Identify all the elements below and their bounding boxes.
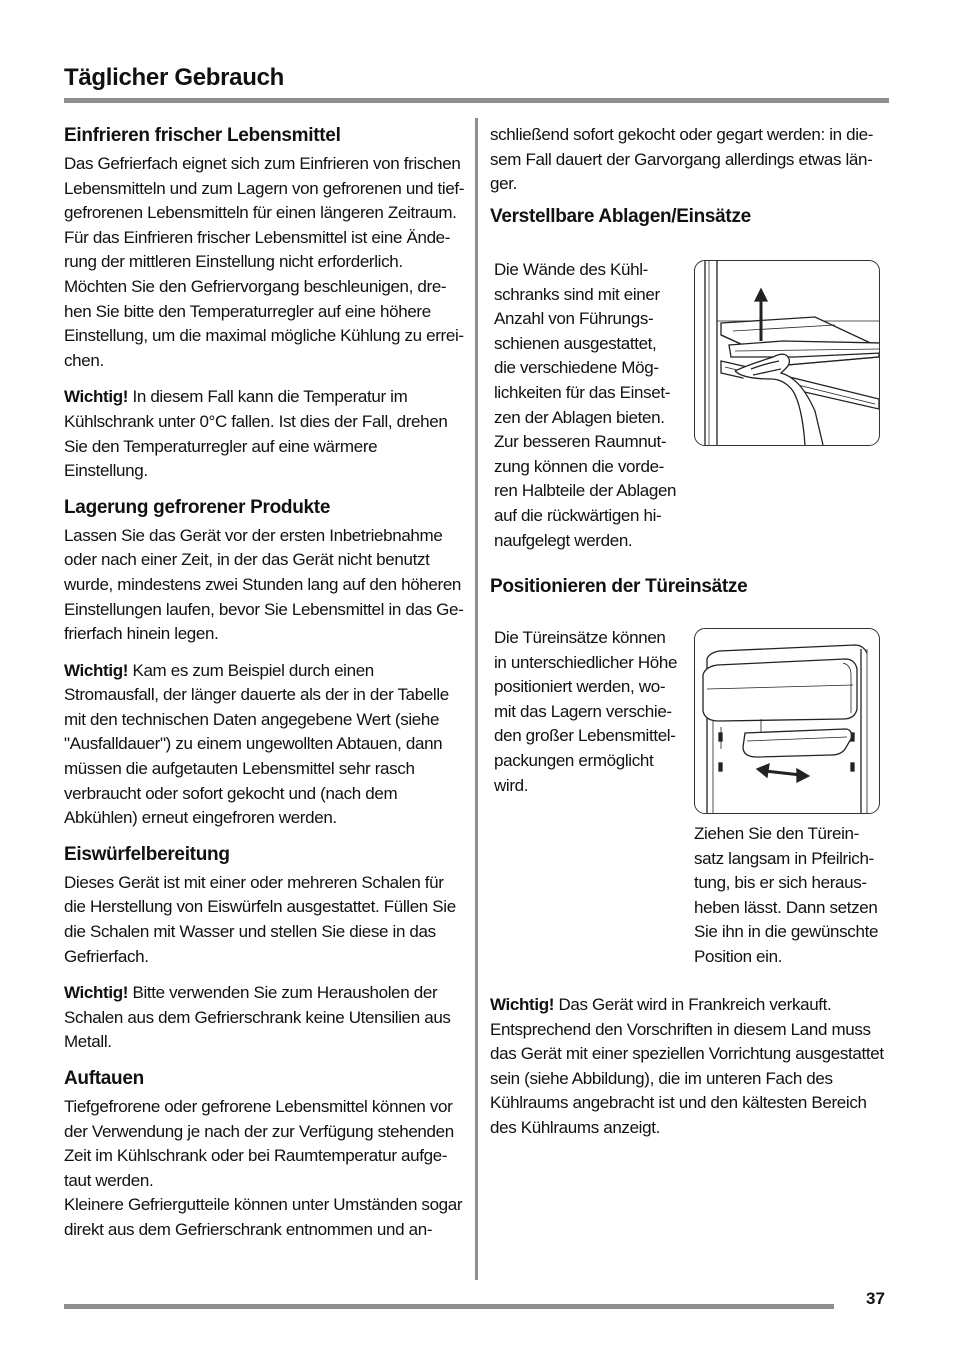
text-line: Die Wände des Kühl- bbox=[494, 260, 648, 279]
door-paragraph bbox=[494, 626, 684, 798]
note-text: Bitte verwenden Sie zum Herausholen der bbox=[128, 983, 438, 1003]
text-line: Tiefgefrorene oder gefrorene Lebensmittel können vor bbox=[64, 1097, 453, 1116]
note-label: Wichtig! bbox=[490, 995, 555, 1014]
text-line: Abkühlen) erneut eingefroren werden. bbox=[64, 808, 337, 828]
text-line: Metall. bbox=[64, 1032, 112, 1052]
text-line: packungen ermöglicht bbox=[494, 750, 654, 770]
column-divider bbox=[475, 118, 478, 1280]
text-line: schienen ausgestattet, bbox=[494, 333, 657, 353]
text-line: des Kühlraums anzeigt. bbox=[490, 1117, 660, 1137]
note-label: Wichtig! bbox=[64, 660, 129, 680]
text-line: positioniert werden, wo- bbox=[494, 677, 666, 697]
text-line: Für das Einfrieren frischer Lebensmittel ist eine Ände- bbox=[64, 227, 451, 247]
heading-shelves: Verstellbare Ablagen/Einsätze bbox=[490, 206, 751, 227]
text-line: Schalen aus dem Gefrierschrank keine Utensilien aus bbox=[64, 1007, 451, 1027]
section-storage bbox=[64, 496, 466, 831]
text-line: heben lässt. Dann setzen bbox=[694, 897, 878, 917]
freezing-paragraph bbox=[64, 152, 466, 373]
text-line: Einstellung. bbox=[64, 461, 148, 481]
text-line: Die Türeinsätze können bbox=[494, 628, 666, 647]
text-line: Kleinere Gefriergutteile können unter Umständen sogar bbox=[64, 1195, 463, 1215]
text-line: lichkeiten für das Einset- bbox=[494, 382, 671, 402]
page-title: Täglicher Gebrauch bbox=[64, 64, 284, 91]
page-number: 37 bbox=[866, 1289, 885, 1308]
text-line: verbraucht oder sofort gekocht und (nach dem bbox=[64, 783, 398, 803]
text-line: rung der mittleren Einstellung nicht erforderlich. bbox=[64, 252, 403, 272]
text-line bbox=[64, 659, 466, 684]
section-freezing bbox=[64, 124, 466, 484]
text-line: taut werden. bbox=[64, 1170, 154, 1190]
storage-paragraph bbox=[64, 524, 466, 647]
text-line bbox=[64, 981, 466, 1006]
text-line bbox=[64, 385, 466, 410]
door-caption bbox=[694, 822, 884, 970]
text-line: Gefrierfach. bbox=[64, 946, 149, 966]
text-line: das Gerät mit einer speziellen Vorrichtung ausgestattet bbox=[490, 1044, 884, 1064]
text-line: Einstellungen laufen, bevor Sie Lebensmittel in das Ge- bbox=[64, 599, 464, 619]
text-line: Lebensmitteln und zum Lagern von gefrorenen und tief- bbox=[64, 178, 465, 198]
text-line: Lassen Sie das Gerät vor der ersten Inbetriebnahme bbox=[64, 525, 443, 545]
text-line: schranks sind mit einer bbox=[494, 284, 660, 304]
text-line: mit das Lagern verschie- bbox=[494, 701, 672, 721]
note-label: Wichtig! bbox=[64, 983, 129, 1003]
freezing-note bbox=[64, 385, 466, 483]
text-line: zen der Ablagen bieten. bbox=[494, 407, 665, 427]
continuation-paragraph bbox=[490, 123, 882, 197]
shelf-drawing bbox=[695, 261, 879, 445]
text-line: der Verwendung je nach der zur Verfügung stehenden bbox=[64, 1121, 454, 1141]
text-line: Entsprechend den Vorschriften in diesem Land muss bbox=[490, 1019, 871, 1039]
important-note-france bbox=[490, 993, 886, 1141]
left-column bbox=[64, 124, 466, 1255]
note-text: Das Gerät wird in Frankreich verkauft. bbox=[554, 995, 832, 1014]
ice-note bbox=[64, 981, 466, 1055]
heading-door-inserts: Positionieren der Türeinsätze bbox=[490, 576, 748, 597]
text-line: naufgelegt werden. bbox=[494, 530, 633, 550]
storage-note bbox=[64, 659, 466, 831]
text-line: "Ausfalldauer") zu einem ungewollten Abtauen, dann bbox=[64, 734, 443, 754]
text-line: gefrorenen Lebensmitteln für einen längeren Zeitraum. bbox=[64, 203, 457, 223]
heading-ice: Eiswürfelbereitung bbox=[64, 843, 230, 865]
text-line: wurde, mindestens zwei Stunden lang auf den höheren bbox=[64, 574, 462, 594]
text-line: Zeit im Kühlschrank oder bei Raumtemperatur aufge- bbox=[64, 1146, 448, 1166]
text-line: Sie ihn in die gewünschte bbox=[694, 922, 879, 942]
text-line: ger. bbox=[490, 174, 517, 194]
text-line: chen. bbox=[64, 350, 104, 370]
section-ice bbox=[64, 843, 466, 1055]
note-label: Wichtig! bbox=[64, 387, 129, 407]
text-line: müssen die aufgetauten Lebensmittel sehr rasch bbox=[64, 759, 415, 779]
text-line: Ziehen Sie den Türein- bbox=[694, 824, 859, 843]
thawing-paragraph bbox=[64, 1095, 466, 1243]
text-line: Anzahl von Führungs- bbox=[494, 309, 654, 329]
text-line: mit den technischen Daten angegebene Wert (siehe bbox=[64, 709, 440, 729]
text-line: Kühlraums angebracht ist und den kältesten Bereich bbox=[490, 1093, 867, 1113]
text-line: frierfach hinein legen. bbox=[64, 624, 219, 644]
text-line: Sie den Temperaturregler auf eine wärmere bbox=[64, 436, 378, 456]
ice-paragraph bbox=[64, 871, 466, 969]
heading-storage: Lagerung gefrorener Produkte bbox=[64, 496, 331, 518]
text-line: Kühlschrank unter 0°C fallen. Ist dies der Fall, drehen bbox=[64, 411, 448, 431]
text-line: sem Fall dauert der Garvorgang allerdings etwas län- bbox=[490, 149, 873, 169]
text-line: Einstellung, um die maximal mögliche Kühlung zu errei- bbox=[64, 326, 464, 346]
text-line: Position ein. bbox=[694, 946, 783, 966]
shelves-paragraph bbox=[494, 258, 684, 553]
text-line: auf die rückwärtigen hi- bbox=[494, 505, 662, 525]
text-line: die Herstellung von Eiswürfeln ausgestattet. Füllen Sie bbox=[64, 897, 456, 917]
text-line: ren Halbteile der Ablagen bbox=[494, 481, 677, 501]
door-insert-drawing bbox=[695, 629, 879, 813]
text-line: in unterschiedlicher Höhe bbox=[494, 652, 678, 672]
text-line: die verschiedene Mög- bbox=[494, 358, 659, 378]
text-line: tung, bis er sich heraus- bbox=[694, 873, 867, 893]
text-line: Das Gefrierfach eignet sich zum Einfrieren von frischen bbox=[64, 154, 461, 173]
text-line: schließend sofort gekocht oder gegart werden: in die- bbox=[490, 125, 874, 144]
text-line: Dieses Gerät ist mit einer oder mehreren Schalen für bbox=[64, 872, 444, 892]
note-text: Kam es zum Beispiel durch einen bbox=[128, 660, 374, 680]
header-rule bbox=[64, 98, 889, 103]
heading-freezing: Einfrieren frischer Lebensmittel bbox=[64, 125, 341, 146]
text-line: Stromausfall, der länger dauerte als der in der Tabelle bbox=[64, 685, 449, 705]
shelf-illustration bbox=[694, 260, 880, 446]
heading-thawing: Auftauen bbox=[64, 1068, 144, 1089]
text-line: oder nach einer Zeit, in der das Gerät nicht benutzt bbox=[64, 550, 430, 570]
note-text: In diesem Fall kann die Temperatur im bbox=[128, 387, 408, 407]
footer-rule bbox=[64, 1304, 834, 1309]
text-line: direkt aus dem Gefrierschrank entnommen und an- bbox=[64, 1219, 433, 1239]
text-line: den großer Lebensmittel- bbox=[494, 726, 676, 746]
text-line: die Schalen mit Wasser und stellen Sie diese in das bbox=[64, 922, 436, 942]
text-line: Möchten Sie den Gefriervorgang beschleunigen, dre- bbox=[64, 276, 447, 296]
text-line: satz langsam in Pfeilrich- bbox=[694, 848, 874, 868]
text-line bbox=[490, 993, 886, 1018]
door-insert-illustration bbox=[694, 628, 880, 814]
text-line: wird. bbox=[494, 775, 529, 795]
text-line: sein (siehe Abbildung), die im unteren Fach des bbox=[490, 1068, 833, 1088]
text-line: zung können die vorde- bbox=[494, 456, 664, 476]
text-line: hen Sie bitte den Temperaturregler auf eine höhere bbox=[64, 301, 431, 321]
text-line: Zur besseren Raumnut- bbox=[494, 432, 667, 452]
section-thawing bbox=[64, 1067, 466, 1243]
